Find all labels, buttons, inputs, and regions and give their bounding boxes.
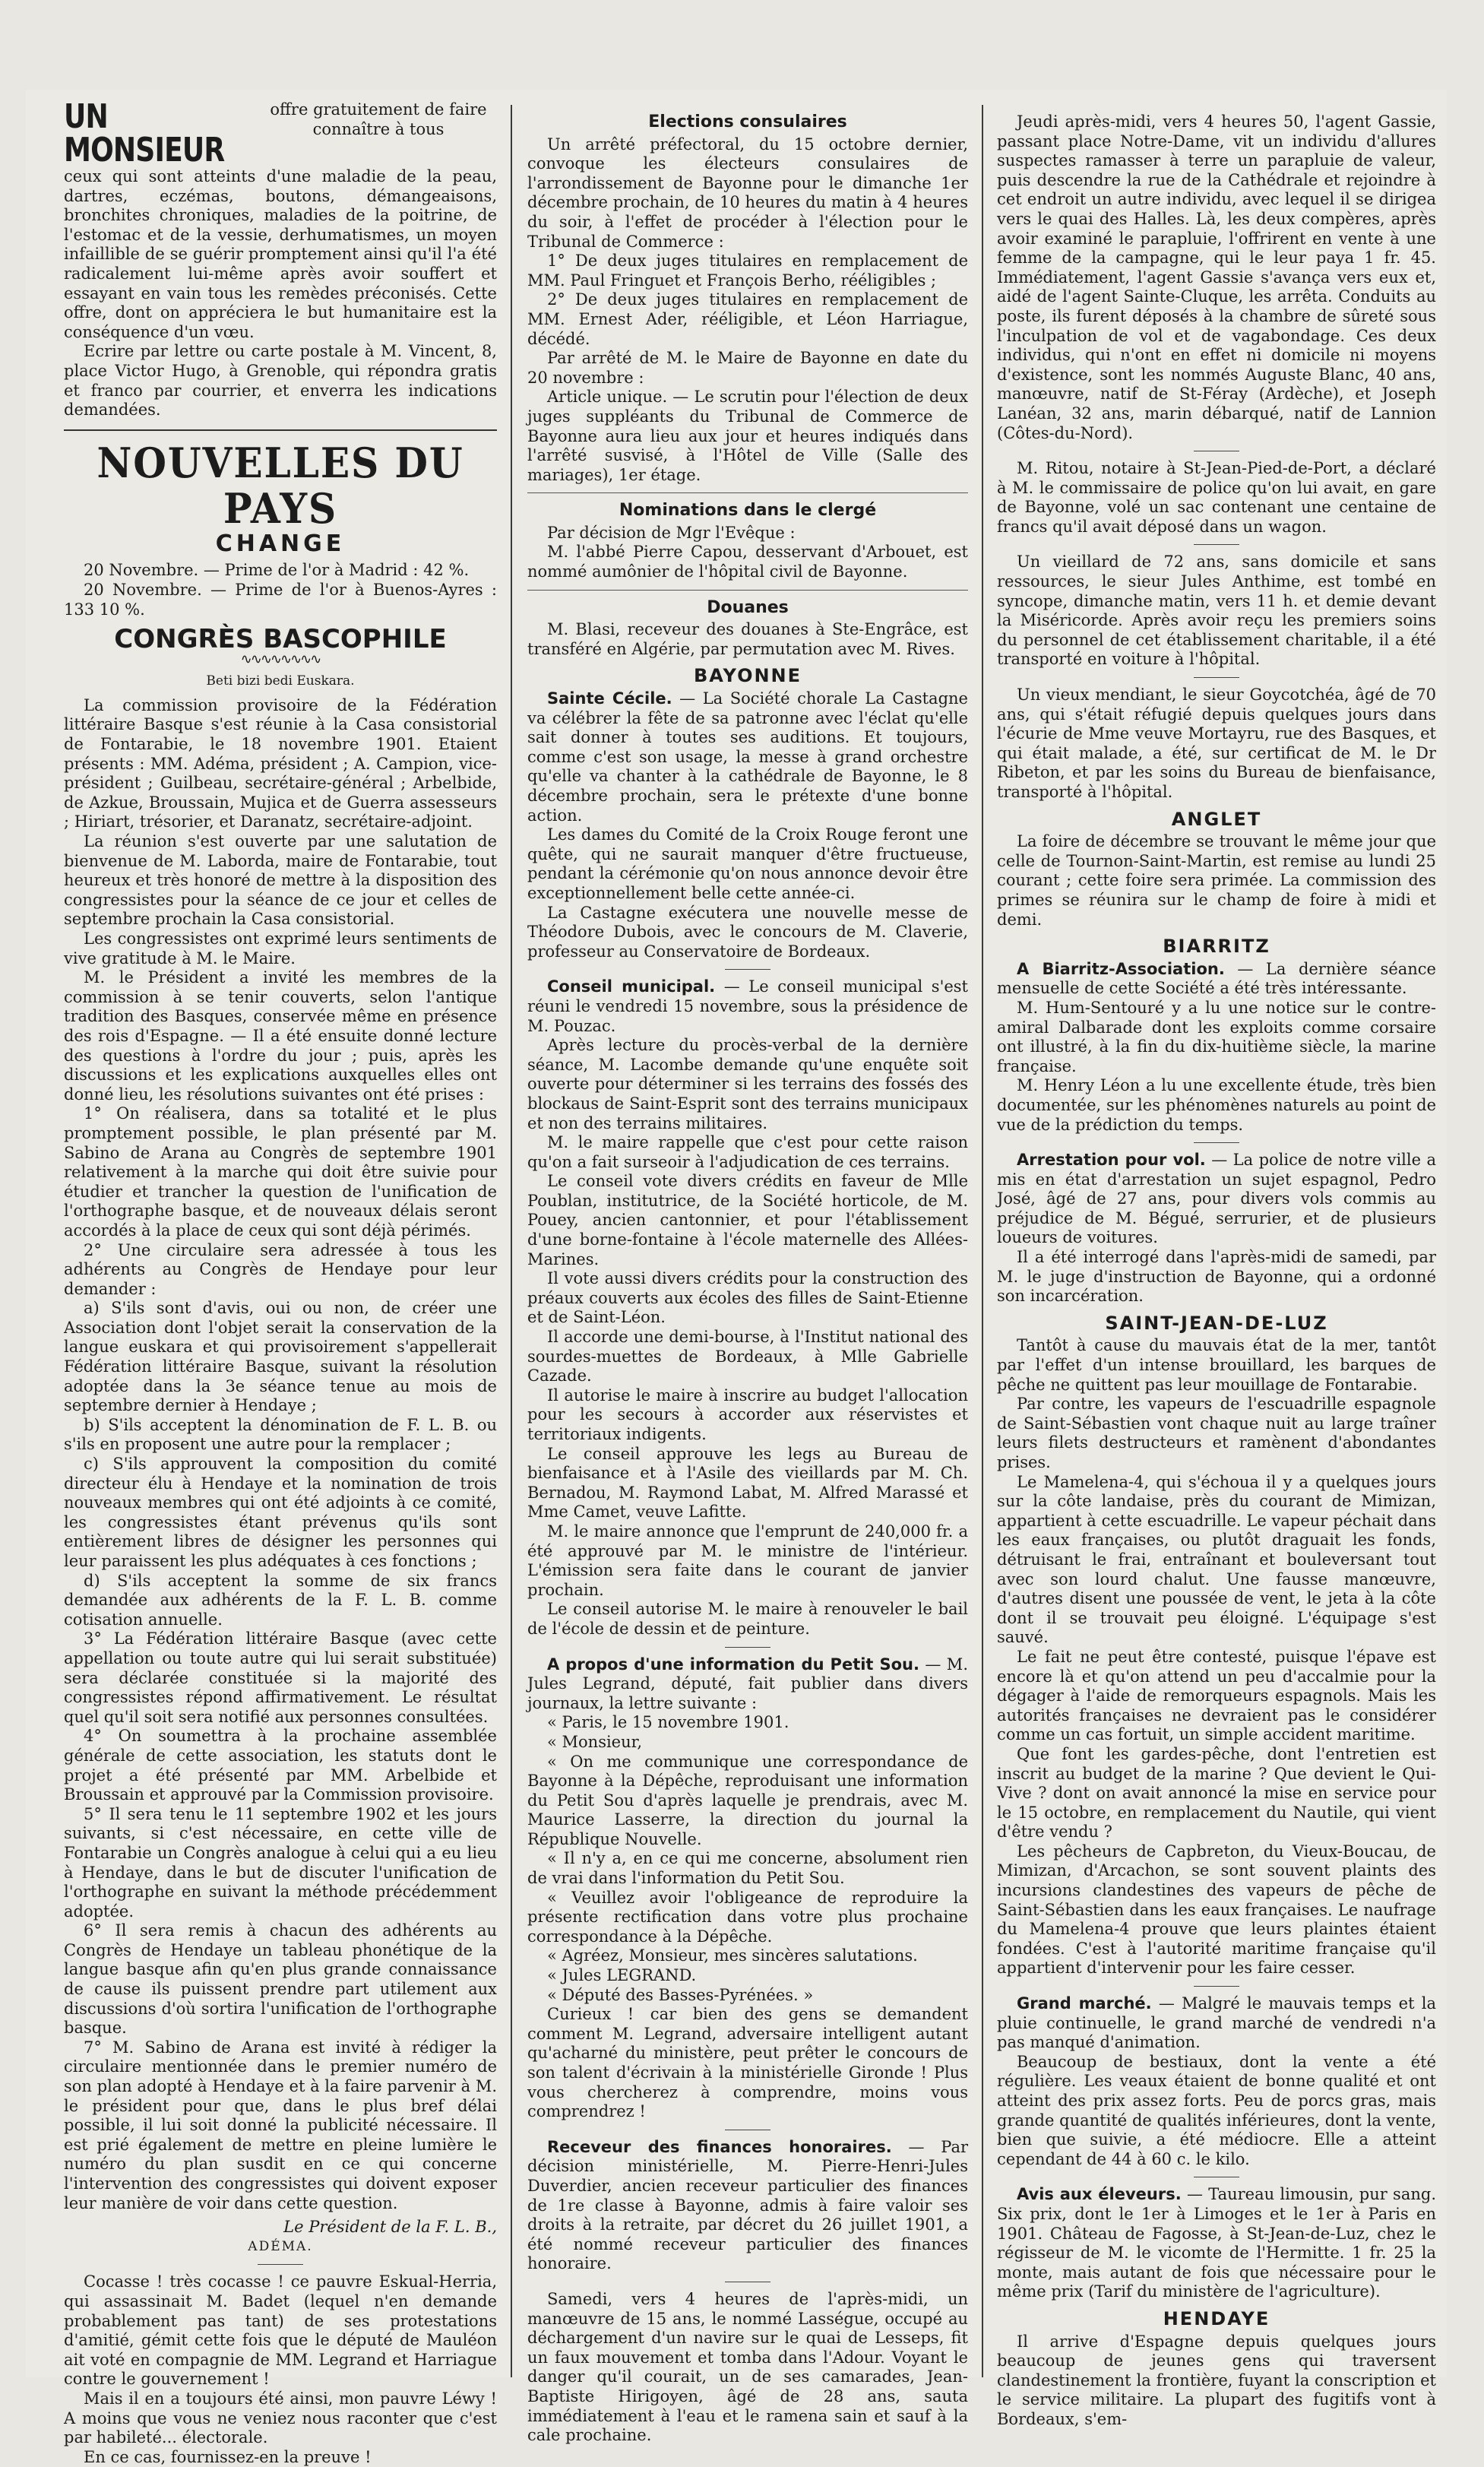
paragraph: b) S'ils acceptent la dénomination de F. L. B. ou s'ils en proposent une autre pour la remplacer ; [64,1415,497,1454]
paragraph: Curieux ! car bien des gens se demandent comment M. Legrand, adversaire intelligent autant qu'acharné du ministère, peut prêter le concours de son talent d'écrivain à la ministérielle Gironde ! Plus vous chercherez à comprendre, moins vous comprendrez ! [527,2005,968,2121]
divider [258,2264,303,2265]
arrest-first: — La police de notre ville a mis en état d'arrestation un sujet espagnol, Pedro José, âgé de 27 ans, pour divers vols commis au préjudice de M. Bégué, serrurier, et de plusieurs loueurs de voitures. [997,1151,1436,1247]
paragraph: « Veuillez avoir l'obligeance de reproduire la présente rectification dans votre plus prochaine correspondance à la Dépêche. [527,1888,968,1946]
marche-first: — Malgré le mauvais temps et la pluie continuelle, le grand marché de vendredi n'a pas manqué d'animation. [997,1994,1436,2052]
paragraph: Article unique. — Le scrutin pour l'élection de deux juges suppléants du Tribunal de Commerce de Bayonne aura lieu aux jour et heures indiqués dans l'arrêté susvisé, à l'Hôtel de Ville (Salle des mariages), 1er étage. [527,388,968,484]
divider [1194,677,1239,678]
marche-body [997,2053,1436,2170]
paragraph: 5° Il sera tenu le 11 septembre 1902 et les jours suivants, si c'est nécessaire, en cette ville de Fontarabie un Congrès analogue à celui qui a eu lieu à Hendaye, dans le but de discuter l'unification de l'orthographe en suivant la méthode précédemment adoptée. [64,1804,497,1921]
lead-conseil: Conseil municipal. [547,977,716,996]
anglet-text: La foire de décembre se trouvant le même jour que celle de Tournon-Saint-Martin, est remise au lundi 25 courant ; cette foire sera primée. La commission des primes se réunira sur le champ de foire à midi et demi. [997,832,1436,929]
paragraph: Après lecture du procès-verbal de la dernière séance, M. Lacombe demande qu'une enquête soit ouverte pour déterminer si les terrains des fossés des blockaus de Saint-Esprit sont des terrains municipaux et non des terrains militaires. [527,1036,968,1132]
cecile-first: — La Société chorale La Castagne va célébrer la fête de sa patronne avec l'éclat qu'elle sait donner à toutes ses auditions. Et toujours, comme c'est son usage, la messe à grand orchestre qu'elle va chanter à la cathédrale de Bayonne, le 8 décembre prochain, sera le prétexte d'une bonne action. [527,689,968,825]
paragraph: Il a été interrogé dans l'après-midi de samedi, par M. le juge d'instruction de Bayonne, qui a ordonné son incarcération. [997,1248,1436,1306]
jeudi-text: Jeudi après-midi, vers 4 heures 50, l'agent Gassie, passant place Notre-Dame, vit un individu d'allures suspectes ramasser à terre un parapluie de valeur, puis descendre la rue de la Cathédrale et rejoindre à cet endroit un autre individu, avec lequel il se dirigea vers le quai des Halles. Là, les deux compères, après avoir examiné le parapluie, l'offrirent en vente à une femme de la campagne, qui le leur paya 1 fr. 45. Immédiatement, l'agent Gassie s'avança vers eux et, aidé de l'agent Sainte-Cluque, les arrêta. Conduits au poste, ils furent déposés à la chambre de sûreté sous l'inculpation de vol et de vagabondage. Ces deux individus, qui n'ont en effet ni domicile ni moyens d'existence, sont les nommés Auguste Blanc, 40 ans, manœuvre, natif de St-Féray (Ardèche), et Joseph Lanéan, 32 ans, marin débarqué, natif de Lannion (Côtes-du-Nord). [997,112,1436,442]
ritou-text: M. Ritou, notaire à St-Jean-Pied-de-Port, a déclaré à M. le commissaire de police qu'on lui avait, en gare de Bayonne, volé un sac contenant une centaine de francs qu'il avait déposé dans un wagon. [997,459,1436,536]
paragraph: Il accorde une demi-bourse, à l'Institut national des sourdes-muettes de Bordeaux, à Mlle Gabrielle Cazade. [527,1328,968,1386]
paragraph: 1° De deux juges titulaires en remplacement de MM. Paul Fringuet et François Berho, rééligibles ; [527,252,968,290]
paragraph: Mais il en a toujours été ainsi, mon pauvre Léwy ! A moins que vous ne veniez nous raconter que c'est par habileté... électorale. [64,2389,497,2447]
paragraph: « Paris, le 15 novembre 1901. [547,1713,789,1732]
heading-douanes: Douanes [707,597,789,617]
paragraph: c) S'ils approuvent la composition du comité directeur élu à Hendaye et la nomination de trois nouveaux membres qui ont été adjoints à ce comité, les congressistes étant prévenus qu'ils sont entièrement libres de désigner les personnes qui leur paraissent les plus adéquates à ces fonctions ; [64,1455,497,1570]
heading-change: CHANGE [215,530,346,557]
column-1 [64,90,497,2466]
assoc-first: — La dernière séance mensuelle de cette Société a été très intéressante. [997,959,1436,998]
paragraph: Que font les gardes-pêche, dont l'entretien est inscrit au budget de la marine ? Que devient le Qui-Vive ? dont on avait annoncé la mise en service pour le 15 octobre, en remplacement du Nautile, qui vient d'être vendu ? [997,1744,1436,1842]
advert-monsieur [64,97,497,169]
propos-body [527,1713,968,2121]
lead-arrestation: Arrestation pour vol. [1017,1151,1206,1170]
paragraph: « Agréez, Monsieur, mes sincères salutations. [547,1946,918,1965]
divider [1194,544,1239,545]
change-line: 20 Novembre. — Prime de l'or à Buenos-Ayres : 133 10 %. [64,580,497,619]
motto: Beti bizi bedi Euskara. [206,673,355,689]
lead-marche: Grand marché. [1017,1994,1152,2013]
lead-propos: A propos d'une information du Petit Sou. [547,1655,919,1674]
arrest-body [997,1248,1436,1306]
samedi-text: Samedi, vers 4 heures de l'après-midi, un manœuvre de 15 ans, le nommé Lasségue, occupé au déchargement d'un navire sur le quai de Lesseps, fit un faux mouvement et tomba dans l'Adour. Voyant le danger qu'il courait, un de ses camarades, Jean-Baptiste Hirigoyen, âgé de 28 ans, sauta immédiatement à l'eau et le ramena sain et sauf à la cale prochaine. [527,2289,968,2445]
heading-hendaye: HENDAYE [1163,2307,1270,2329]
paragraph: Les pêcheurs de Capbreton, du Vieux-Boucau, de Mimizan, d'Arcachon, se sont souvent plaints des incursions clandestines des vapeurs de pêche de Saint-Sébastien dans les eaux françaises. Le naufrage du Mamelena-4 prouve que leurs plaintes étaient fondées. C'est à l'autorité maritime française qu'il appartient d'intervenir pour les faire cesser. [997,1842,1436,1978]
divider [1194,1142,1239,1143]
paragraph: Beaucoup de bestiaux, dont la vente a été régulière. Les veaux étaient de bonne qualité et ont atteint des prix assez forts. Peu de porcs gras, mais grande quantité de qualités inférieures, dont la vente, bien que suivie, a été médiocre. Elle a atteint cependant de 44 à 60 c. le kilo. [997,2052,1436,2168]
paragraph: Par arrêté de M. le Maire de Bayonne en date du 20 novembre : [527,349,968,387]
lead-association: A Biarritz-Association. [1017,959,1225,978]
section-title-nouvelles: NOUVELLES DU PAYS [97,438,464,533]
paragraph: « Il n'y a, en ce qui me concerne, absolument rien de vrai dans l'information du Petit Sou. [527,1849,968,1888]
paragraph: 1° On réalisera, dans sa totalité et le plus promptement possible, le plan présenté par M. Sabino de Arana au Congrès de septembre 1901 relativement à la marche qui doit être suivie pour étudier et trancher la question de l'unification de l'orthographe basque, et de nouveaux délais seront accordés à la place de ceux qui sont déjà périmés. [64,1104,497,1240]
ornament-swirl: ∿∿∿∿∿∿∿∿ [240,651,321,667]
paragraph: Cocasse ! très cocasse ! ce pauvre Eskual-Herria, qui assassinait M. Badet (lequel n'en demande probablement pas tant) de ses protestations d'amitié, gémit cette fois que le député de Mauléon ait voté en compagnie de MM. Legrand et Harriague contre le gouvernement ! [64,2272,497,2389]
column-rule [982,105,983,2377]
paragraph: 4° On soumettra à la prochaine assemblée générale de cette association, les statuts dont le projet a été présenté par MM. Arbelbide et Broussain et approuvé par la Commission provisoire. [64,1727,497,1804]
paragraph: Le Mamelena-4, qui s'échoua il y a quelques jours sur la côte landaise, près du courant de Mimizan, appartient à cette escuadrille. Le vapeur péchait dans les eaux françaises, ou plutôt draguait les fonds, détruisant le frai, entraînant et bouleversant tout avec son lourd chalut. Une fausse manœuvre, d'autres disent une poussée de vent, le jeta à la côte dont il se trouvait peu éloigné. L'équipage s'est sauvé. [997,1472,1436,1647]
paragraph: M. l'abbé Pierre Capou, desservant d'Arbouet, est nommé aumônier de l'hôpital civil de Bayonne. [527,543,968,581]
advert-contact: Ecrire par lettre ou carte postale à M. Vincent, 8, place Victor Hugo, à Grenoble, qui répondra gratis et franco par courrier, et enverra les indications demandées. [64,342,497,420]
newspaper-page [26,90,1447,2466]
propos-first: — M. Jules Legrand, député, fait publier dans divers journaux, la lettre suivante : [527,1655,968,1712]
paragraph: 7° M. Sabino de Arana est invité à rédiger la circulaire mentionnée dans le premier numéro de son plan adopté à Hendaye et à la faire parvenir à M. le président pour que, dans le plus bref délai possible, il lui soit donné la publicité nécessaire. Il est prié également de mettre en pleine lumière le numéro du plan susdit en ce qui concerne l'intervention des congressistes qui doivent exposer leur manière de voir dans cette question. [64,2038,497,2212]
congres-body [64,696,497,2213]
column-2 [527,90,969,2445]
paragraph: La commission provisoire de la Fédération littéraire Basque s'est réunie à la Casa consistorial de Fontarabie, le 18 novembre 1901. Etaient présents : MM. Adéma, président ; A. Campion, vice-président ; Guilbeau, secrétaire-général ; Arbelbide, de Azkue, Broussain, Mujica et de Guerra assesseurs ; Hiriart, trésorier, et Daranatz, secrétaire-adjoint. [64,695,497,831]
hendaye-text: Il arrive d'Espagne depuis quelques jours beaucoup de jeunes gens qui traversent clandestinement la frontière, fuyant la conscription et le service militaire. La plupart des fugitifs vont à Bordeaux, s'em- [997,2332,1436,2428]
vieillard-text: Un vieillard de 72 ans, sans domicile et sans ressources, le sieur Jules Anthime, est tombé en syncope, dimanche matin, vers 11 h. et demie devant la Miséricorde. Après avoir reçu les premiers soins du personnel de cet établissement charitable, il a été transporté en voiture à l'hôpital. [997,553,1436,669]
paragraph: La Castagne exécutera une nouvelle messe de Théodore Dubois, avec le concours de M. Claverie, professeur au Conservatoire de Bordeaux. [527,903,968,961]
paragraph: Les congressistes ont exprimé leurs sentiments de vive gratitude à M. le Maire. [64,929,497,967]
mendiant-text: Un vieux mendiant, le sieur Goycotchéa, âgé de 70 ans, qui s'était réfugié depuis quelques jours dans l'écurie de Mme veuve Mortayru, rue des Basques, et qui était malade, a été, sur certificat de M. le Dr Ribeton, et par les soins du Bureau de bienfaisance, transporté à l'hôpital. [997,686,1436,801]
heading-saint-jean-de-luz: SAINT-JEAN-DE-LUZ [1105,1312,1328,1334]
column-rule [511,105,512,2377]
paragraph: « Jules LEGRAND. [547,1966,697,1985]
advert-first-line: offre gratuitement de faire connaître à tous [270,100,487,138]
paragraph: 2° De deux juges titulaires en remplacement de MM. Ernest Ader, rééligible, et Léon Harriague, décédé. [527,290,968,348]
heading-bayonne: BAYONNE [693,665,802,687]
eleveurs-text: — Taureau limousin, pur sang. Six prix, dont le 1er à Limoges et le 1er à Paris en 1901. Château de Fagosse, à St-Jean-de-Luz, chez le régisseur de M. le vicomte de l'Hermitte. 1 fr. 25 la monte, mais autant de fois que nécessaire pour le même prix (Tarif du ministère de l'agriculture). [997,2185,1436,2301]
conseil-first: — Le conseil municipal s'est réuni le vendredi 15 novembre, sous la présidence de M. Pouzac. [527,977,968,1035]
receveur-text: — Par décision ministérielle, M. Pierre-Henri-Jules Duverdier, ancien receveur particulier des finances de 1re classe à Bayonne, admis à faire valoir ses droits à la retraite, par décret du 26 juillet 1901, a été nommé receveur particulier des finances honoraire. [527,2137,969,2273]
heading-elections: Elections consulaires [648,112,847,131]
elections-body [527,135,968,486]
cocasse-body [64,2272,497,2467]
signature-title: Le Président de la F. L. B., [283,2218,497,2237]
paragraph: Les dames du Comité de la Croix Rouge feront une quête, qui ne saurait manquer d'être fructueuse, pendant la cérémonie qu'on nous annonce devoir être exceptionnellement belle cette année-ci. [527,825,968,902]
paragraph: « On me communique une correspondance de Bayonne à la Dépêche, reproduisant une information du Petit Sou d'après laquelle je prendrais, avec M. Maurice Lasserre, la direction du journal la République Nouvelle. [527,1752,968,1848]
column-3 [997,90,1436,2428]
advert-body: ceux qui sont atteints d'une maladie de la peau, dartres, eczémas, boutons, démangeaisons, bronchites chroniques, maladies de la poitrine, de l'estomac et de la vessie, derhumatismes, un moyen infaillible de se guérir promptement ainsi qu'il l'a été radicalement lui-même après avoir souffert et essayant en vain tous les remèdes préconisés. Cette offre, dont on appréciera le but humanitaire est la conséquence d'un vœu. [64,167,497,341]
paragraph: M. le maire annonce que l'emprunt de 240,000 fr. a été approuvé par M. le ministre de l'intérieur. L'émission sera faite dans le courant de janvier prochain. [527,1522,968,1599]
conseil-body [527,1036,968,1639]
heading-congres: CONGRÈS BASCOPHILE [114,624,447,655]
lead-eleveurs: Avis aux éleveurs. [1017,2185,1182,2204]
change-line: 20 Novembre. — Prime de l'or à Madrid : 42 %. [84,561,470,580]
advert-headline: UN MONSIEUR [64,97,225,169]
paragraph: 2° Une circulaire sera adressée à tous les adhérents au Congrès de Hendaye pour leur demander : [64,1240,497,1298]
paragraph: M. Hum-Sentouré y a lu une notice sur le contre-amiral Dalbarade dont les exploits comme corsaire ont illustré, à la fin du dix-huitième siècle, la marine française. [997,998,1436,1075]
paragraph: Le conseil autorise M. le maire à renouveler le bail de l'école de dessin et de peinture. [527,1600,968,1638]
sjdl-body [997,1336,1436,1978]
assoc-body [997,999,1436,1135]
divider [725,969,770,970]
cecile-body [527,825,968,961]
paragraph: La réunion s'est ouverte par une salutation de bienvenue de M. Laborda, maire de Fontarabie, tout heureux et très honoré de mettre à la disposition des congressistes pour la séance de ce jour et celles de septembre prochain la Casa consistorial. [64,832,497,929]
paragraph: Par décision de Mgr l'Evêque : [547,523,796,542]
paragraph: Tantôt à cause du mauvais état de la mer, tantôt par l'effet d'un intense brouillard, les barques de pêche ne quittent pas leur mouillage de Fontarabie. [997,1336,1436,1394]
lead-cecile: Sainte Cécile. [547,689,672,708]
paragraph: « Monsieur, [547,1732,643,1751]
paragraph: Le fait ne peut être contesté, puisque l'épave est encore là et qu'on attend un peu d'accalmie pour la dégager à l'aide de remorqueurs espagnols. Mais les autorités françaises ne devraient pas le considérer comme un cas fortuit, un simple accident maritime. [997,1647,1436,1744]
paragraph: « Député des Basses-Pyrénées. » [547,1985,814,2004]
paragraph: Le conseil vote divers crédits en faveur de Mlle Poublan, institutrice, de la Société horticole, de M. Pouey, ancien cantonnier, et pour l'établissement d'une borne-fontaine à l'école maternelle des Allées-Marines. [527,1172,968,1268]
paragraph: M. le maire rappelle que c'est pour cette raison qu'on a fait surseoir à l'adjudication de ces terrains. [527,1133,968,1171]
paragraph: Un arrêté préfectoral, du 15 octobre dernier, convoque les électeurs consulaires de l'arrondissement de Bayonne pour le dimanche 1er décembre prochain, de 10 heures du matin à 4 heures du soir, à l'effet de procéder à l'élection pour le Tribunal de Commerce : [527,135,968,251]
paragraph: Le conseil approuve les legs au Bureau de bienfaisance et à l'Asile des vieillards par M. Ch. Bernadou, M. Raymond Labat, M. Alfred Marassé et Mme Camet, veuve Lafitte. [527,1444,968,1522]
divider [725,1647,770,1648]
signature-name: ADÉMA. [248,2238,313,2254]
divider [64,429,497,431]
paragraph: M. Henry Léon a lu une excellente étude, très bien documentée, sur les phénomènes naturels au point de vue de la prédiction du temps. [997,1076,1436,1134]
divider [1194,1986,1239,1987]
heading-clerge: Nominations dans le clergé [619,501,877,521]
clerge-body [527,524,968,582]
douanes-text: M. Blasi, receveur des douanes à Ste-Engrâce, est transféré en Algérie, par permutation avec M. Rives. [527,620,968,658]
lead-receveur: Receveur des finances honoraires. [547,2137,892,2156]
heading-anglet: ANGLET [1171,808,1262,830]
paragraph: M. le Président a invité les membres de la commission à se tenir couverts, selon l'antique tradition des Basques, conservée même en présence des rois d'Espagne. — Il a été ensuite donné lecture des questions à l'ordre du jour ; puis, après les discussions et les explications auxquelles elles ont donné lieu, les résolutions suivantes ont été prises : [64,968,497,1104]
paragraph: a) S'ils sont d'avis, oui ou non, de créer une Association dont l'objet serait la conservation de la langue euskara et qui provisoirement s'appellerait Fédération littéraire Basque, suivant la résolution adoptée dans la 3e séance tenue au mois de septembre dernier à Hendaye ; [64,1299,497,1415]
divider [527,492,968,493]
heading-biarritz: BIARRITZ [1163,936,1270,958]
paragraph: Il autorise le maire à inscrire au budget l'allocation pour les secours à accorder aux réservistes et territoriaux indigents. [527,1386,968,1443]
paragraph: 6° Il sera remis à chacun des adhérents au Congrès de Hendaye un tableau phonétique de la langue basque afin qu'en plus grande connaissance de cause ils puissent prendre part utilement aux discussions d'où sortira l'unification de l'orthographe basque. [64,1921,497,2038]
paragraph: d) S'ils acceptent la somme de six francs demandée aux adhérents de la F. L. B. comme cotisation annuelle. [64,1571,497,1629]
paragraph: Il vote aussi divers crédits pour la construction des préaux couverts aux écoles des filles de Saint-Etienne et de Saint-Léon. [527,1269,968,1327]
paragraph: 3° La Fédération littéraire Basque (avec cette appellation ou toute autre qui lui serait substituée) sera déclarée constituée si la majorité des congressistes répond affirmativement. Le résultat quel qu'il soit sera notifié aux personnes consultées. [64,1629,497,1726]
paragraph: Par contre, les vapeurs de l'escuadrille espagnole de Saint-Sébastien vont chaque nuit au large traîner leurs filets destructeurs et ramènent d'abondantes prises. [997,1395,1436,1471]
divider [527,590,968,591]
paragraph: En ce cas, fournissez-en la preuve ! [84,2447,372,2466]
